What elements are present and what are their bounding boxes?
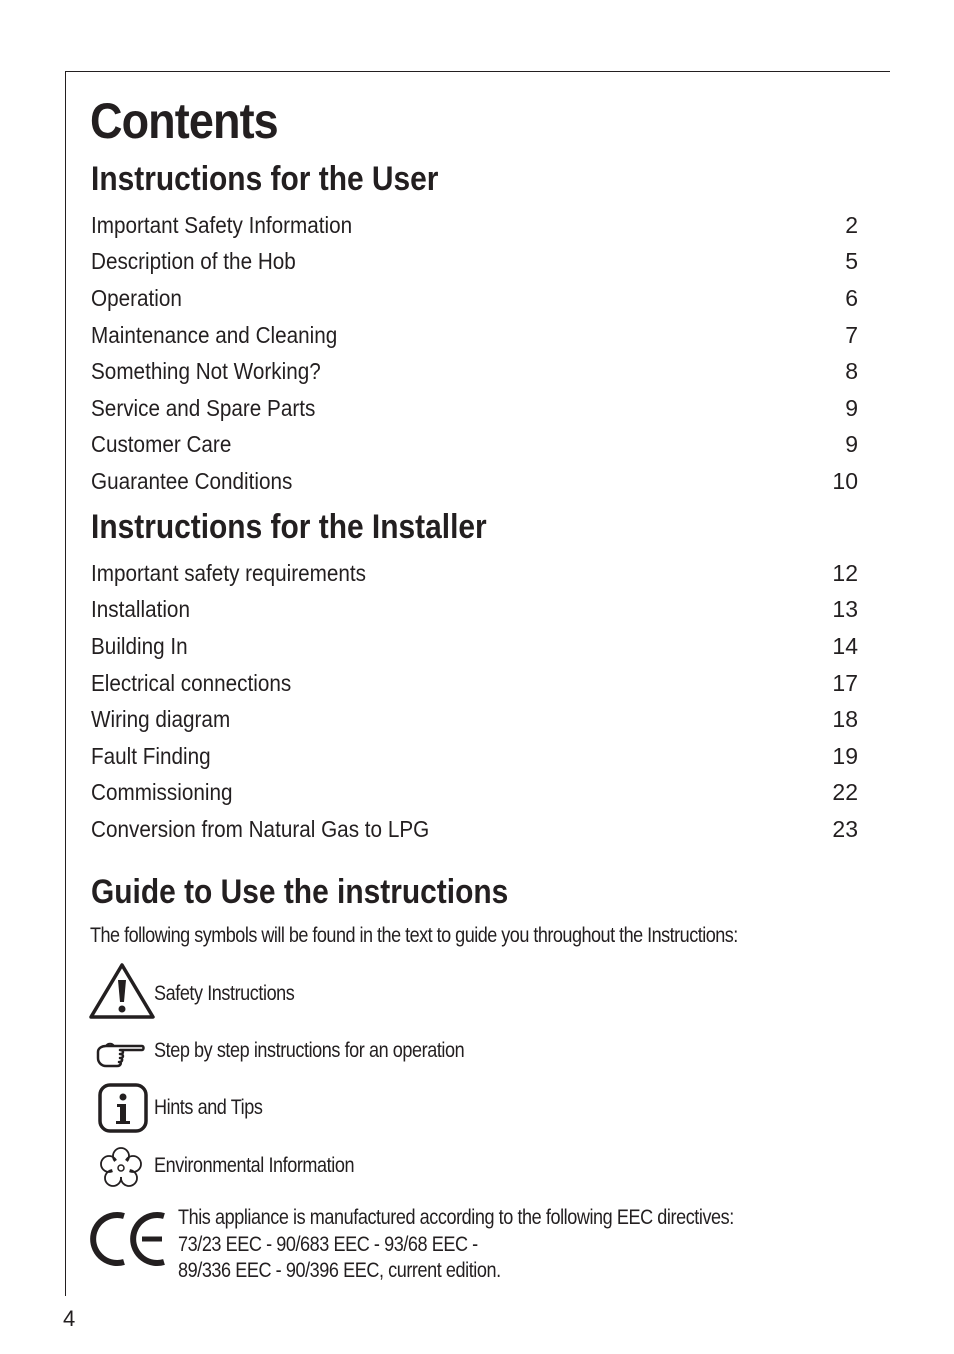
user-toc-list bbox=[91, 207, 858, 500]
toc-entry-page: 9 bbox=[845, 431, 858, 458]
toc-entry bbox=[91, 280, 858, 317]
toc-entry-page: 13 bbox=[832, 596, 858, 623]
toc-entry-page: 14 bbox=[832, 632, 858, 659]
environmental-info-label: Environmental Information bbox=[154, 1154, 355, 1177]
toc-entry-label: Conversion from Natural Gas to LPG bbox=[91, 815, 430, 842]
toc-entry-label: Commissioning bbox=[91, 779, 233, 806]
toc-entry-label: Something Not Working? bbox=[91, 358, 321, 385]
toc-entry-label: Service and Spare Parts bbox=[91, 394, 316, 421]
toc-entry bbox=[91, 665, 858, 702]
top-rule bbox=[65, 71, 890, 72]
left-rule bbox=[65, 71, 66, 1296]
toc-entry-page: 22 bbox=[832, 779, 858, 806]
toc-entry bbox=[91, 701, 858, 738]
info-icon bbox=[97, 1082, 149, 1139]
toc-entry-page: 18 bbox=[832, 706, 858, 733]
guide-section-heading: Guide to Use the instructions bbox=[91, 873, 509, 911]
ce-line: This appliance is manufactured according to the following EEC directives: bbox=[178, 1206, 734, 1229]
toc-entry bbox=[91, 555, 858, 592]
toc-entry bbox=[91, 317, 858, 354]
installer-section-heading: Instructions for the Installer bbox=[91, 508, 487, 546]
toc-entry-label: Important Safety Information bbox=[91, 211, 353, 238]
toc-entry-label: Wiring diagram bbox=[91, 706, 231, 733]
toc-entry-page: 2 bbox=[845, 211, 858, 238]
ce-line: 73/23 EEC - 90/683 EEC - 93/68 EEC - bbox=[178, 1232, 478, 1256]
toc-entry bbox=[91, 427, 858, 464]
ce-directives-text bbox=[178, 1205, 734, 1285]
toc-entry-label: Building In bbox=[91, 632, 188, 659]
toc-entry bbox=[91, 463, 858, 500]
toc-entry-label: Important safety requirements bbox=[91, 559, 366, 586]
pointing-hand-icon bbox=[94, 1040, 146, 1075]
installer-toc-list bbox=[91, 555, 858, 848]
toc-entry-page: 6 bbox=[845, 284, 858, 311]
ce-line: 89/336 EEC - 90/396 EEC, current edition. bbox=[178, 1259, 501, 1282]
hints-tips-label: Hints and Tips bbox=[154, 1096, 263, 1119]
toc-entry bbox=[91, 244, 858, 281]
toc-entry bbox=[91, 811, 858, 848]
toc-entry-page: 5 bbox=[845, 248, 858, 275]
toc-entry-label: Electrical connections bbox=[91, 669, 292, 696]
toc-entry-page: 23 bbox=[832, 815, 858, 842]
toc-entry-label: Customer Care bbox=[91, 431, 232, 458]
toc-entry-page: 7 bbox=[845, 321, 858, 348]
toc-entry bbox=[91, 628, 858, 665]
page-number: 4 bbox=[63, 1306, 76, 1331]
toc-entry-page: 9 bbox=[845, 394, 858, 421]
toc-entry bbox=[91, 353, 858, 390]
page-title: Contents bbox=[90, 93, 278, 149]
guide-intro: The following symbols will be found in the text to guide you throughout the Instructions: bbox=[90, 924, 738, 947]
warning-triangle-icon bbox=[88, 962, 156, 1025]
toc-entry bbox=[91, 738, 858, 775]
user-section-heading: Instructions for the User bbox=[91, 160, 439, 198]
safety-instructions-label: Safety Instructions bbox=[154, 982, 295, 1005]
toc-entry bbox=[91, 775, 858, 812]
ce-mark-icon bbox=[90, 1208, 168, 1275]
toc-entry-page: 10 bbox=[832, 467, 858, 494]
toc-entry-label: Maintenance and Cleaning bbox=[91, 321, 338, 348]
toc-entry-label: Description of the Hob bbox=[91, 248, 296, 275]
toc-entry-page: 8 bbox=[845, 358, 858, 385]
toc-entry bbox=[91, 207, 858, 244]
flower-icon bbox=[98, 1146, 144, 1195]
toc-entry bbox=[91, 390, 858, 427]
toc-entry-label: Guarantee Conditions bbox=[91, 467, 293, 494]
toc-entry-page: 12 bbox=[832, 559, 858, 586]
toc-entry-page: 17 bbox=[832, 669, 858, 696]
toc-entry-label: Installation bbox=[91, 596, 190, 623]
step-instructions-label: Step by step instructions for an operation bbox=[154, 1039, 465, 1062]
toc-entry-page: 19 bbox=[832, 742, 858, 769]
toc-entry-label: Operation bbox=[91, 284, 182, 311]
toc-entry-label: Fault Finding bbox=[91, 742, 211, 769]
toc-entry bbox=[91, 592, 858, 629]
